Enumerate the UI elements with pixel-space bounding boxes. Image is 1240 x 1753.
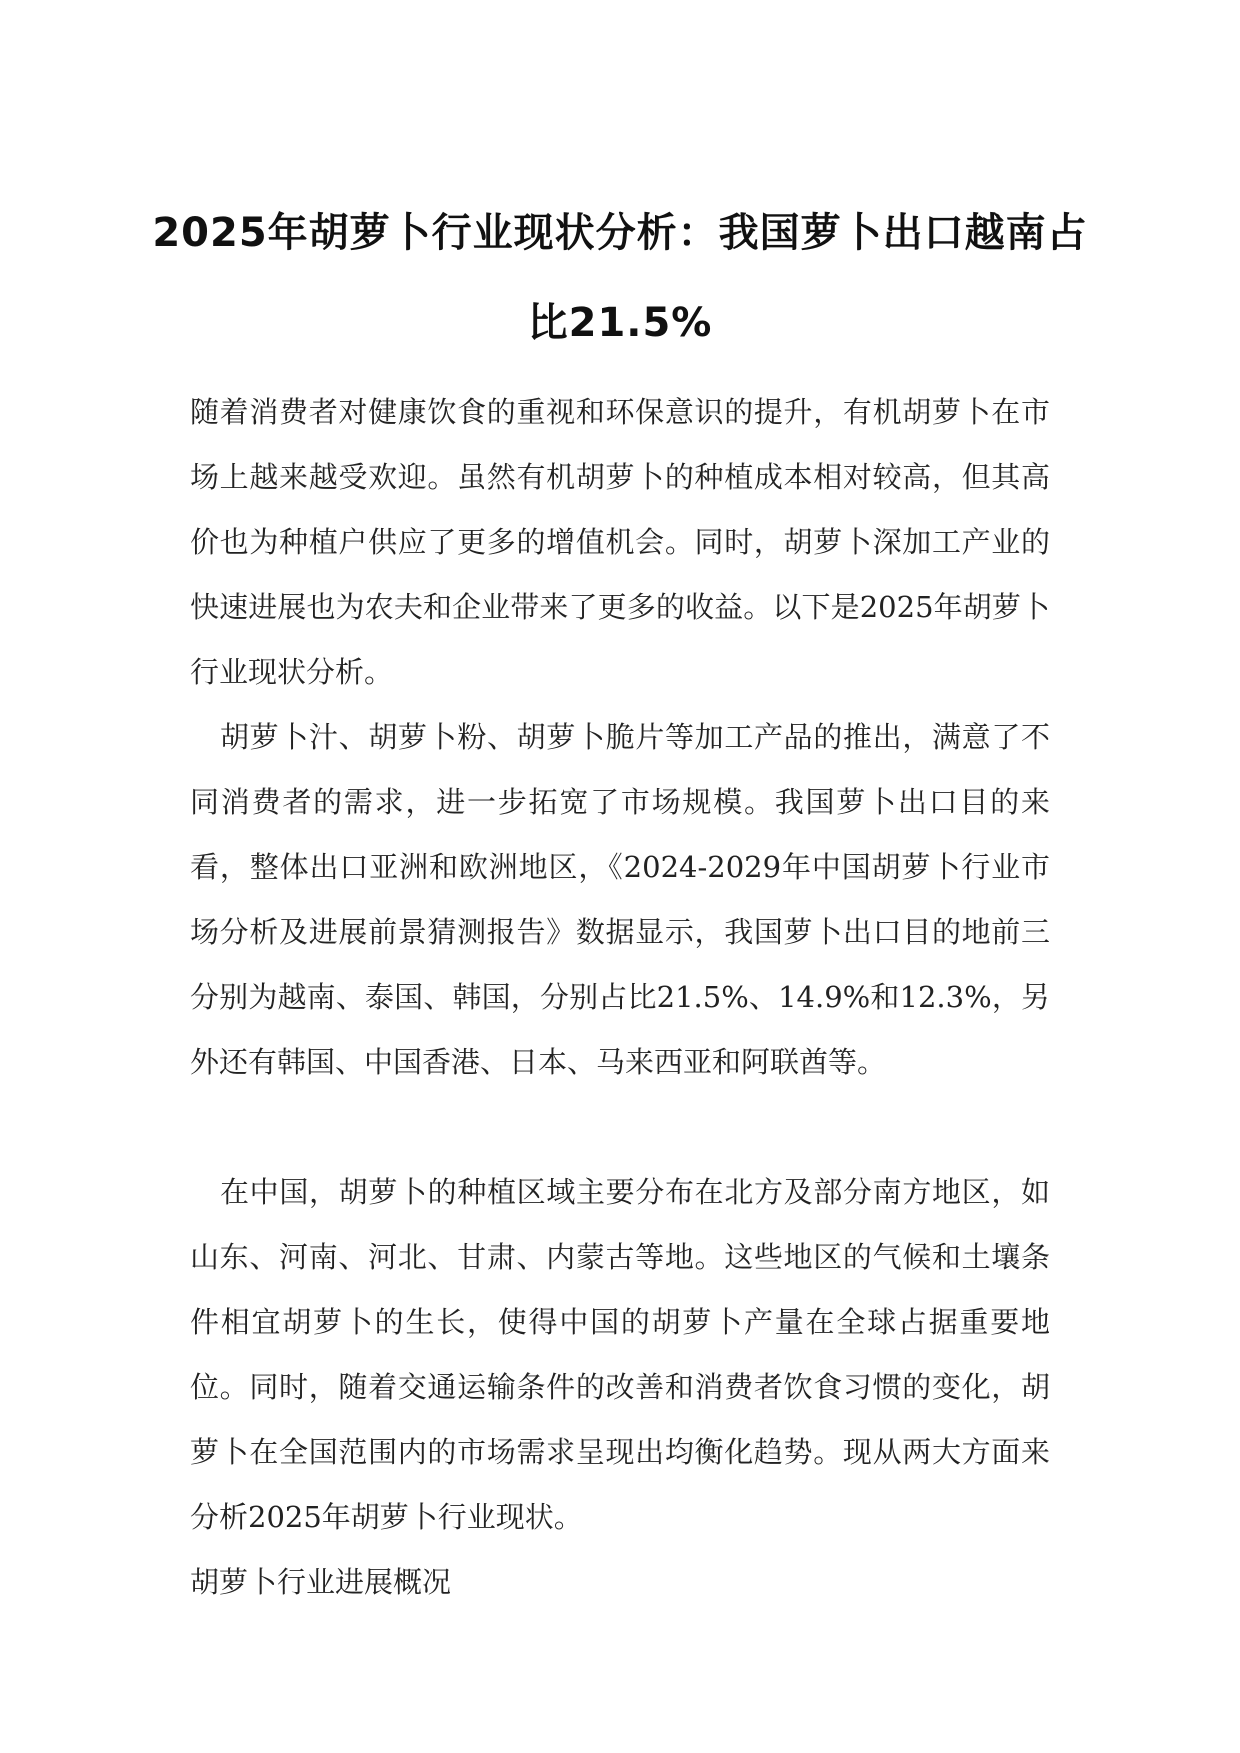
paragraph-intro: 随着消费者对健康饮食的重视和环保意识的提升，有机胡萝卜在市场上越来越受欢迎。虽然有机胡萝卜的种植成本相对较高，但其高价也为种植户供应了更多的增值机会。同时，胡萝卜深加工产业的快速进展也为农夫和企业带来了更多的收益。以下是2025年胡萝卜行业现状分析。 [190,395,1050,689]
paragraph-regions: 在中国，胡萝卜的种植区域主要分布在北方及部分南方地区，如山东、河南、河北、甘肃、内蒙古等地。这些地区的气候和土壤条件相宜胡萝卜的生长，使得中国的胡萝卜产量在全球占据重要地位。同时，随着交通运输条件的改善和消费者饮食习惯的变化，胡萝卜在全国范围内的市场需求呈现出均衡化趋势。现从两大方面来分析2025年胡萝卜行业现状。 [190,1175,1050,1534]
paragraph-export: 胡萝卜汁、胡萝卜粉、胡萝卜脆片等加工产品的推出，满意了不同消费者的需求，进一步拓宽了市场规模。我国萝卜出口目的来看，整体出口亚洲和欧洲地区，《2024-2029年中国胡萝卜行业市场分析及进展前景猜测报告》数据显示，我国萝卜出口目的地前三分别为越南、泰国、韩国，分别占比21.5%、14.9%和12.3%，另外还有韩国、中国香港、日本、马来西亚和阿联酋等。 [190,720,1050,1079]
document-title: 2025年胡萝卜行业现状分析：我国萝卜出口越南占比21.5% [152,210,1088,346]
section-subheading: 胡萝卜行业进展概况 [190,1565,452,1599]
